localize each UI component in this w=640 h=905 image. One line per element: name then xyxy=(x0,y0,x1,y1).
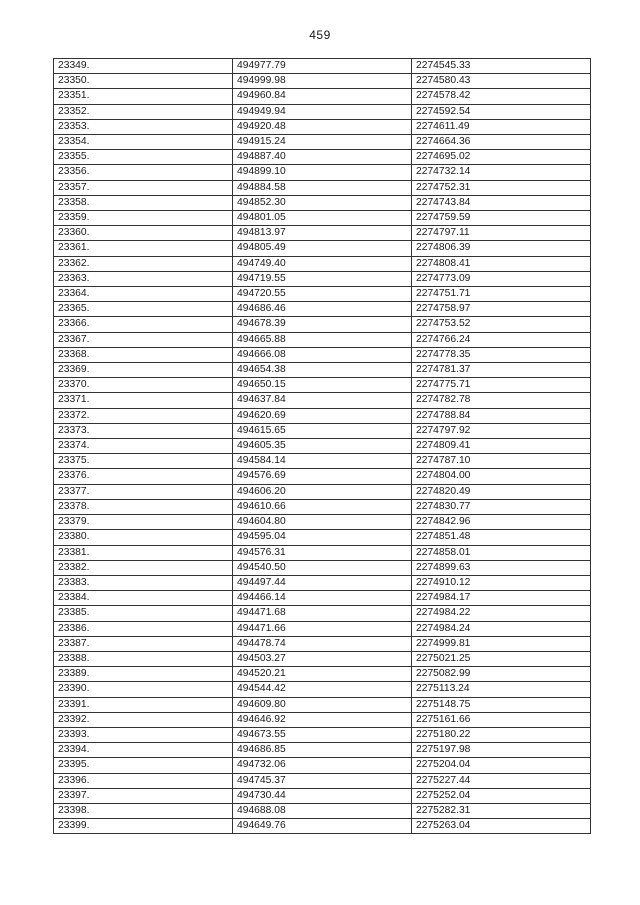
x-coordinate-cell: 494920.48 xyxy=(233,119,412,134)
y-coordinate-cell: 2274806.39 xyxy=(412,241,591,256)
y-coordinate-cell: 2275082.99 xyxy=(412,667,591,682)
y-coordinate-cell: 2274758.97 xyxy=(412,302,591,317)
x-coordinate-cell: 494732.06 xyxy=(233,758,412,773)
y-coordinate-cell: 2274743.84 xyxy=(412,195,591,210)
x-coordinate-cell: 494497.44 xyxy=(233,575,412,590)
point-id-cell: 23351. xyxy=(54,89,233,104)
y-coordinate-cell: 2274580.43 xyxy=(412,74,591,89)
table-row xyxy=(54,180,591,195)
y-coordinate-cell: 2274592.54 xyxy=(412,104,591,119)
x-coordinate-cell: 494610.66 xyxy=(233,499,412,514)
y-coordinate-cell: 2274830.77 xyxy=(412,499,591,514)
y-coordinate-cell: 2274753.52 xyxy=(412,317,591,332)
y-coordinate-cell: 2275227.44 xyxy=(412,773,591,788)
table-row xyxy=(54,530,591,545)
x-coordinate-cell: 494584.14 xyxy=(233,454,412,469)
point-id-cell: 23380. xyxy=(54,530,233,545)
point-id-cell: 23358. xyxy=(54,195,233,210)
table-row xyxy=(54,469,591,484)
table-row xyxy=(54,393,591,408)
y-coordinate-cell: 2274842.96 xyxy=(412,515,591,530)
x-coordinate-cell: 494609.80 xyxy=(233,697,412,712)
point-id-cell: 23389. xyxy=(54,667,233,682)
point-id-cell: 23365. xyxy=(54,302,233,317)
table-row xyxy=(54,667,591,682)
point-id-cell: 23350. xyxy=(54,74,233,89)
point-id-cell: 23381. xyxy=(54,545,233,560)
y-coordinate-cell: 2274851.48 xyxy=(412,530,591,545)
table-row xyxy=(54,59,591,74)
point-id-cell: 23393. xyxy=(54,727,233,742)
point-id-cell: 23368. xyxy=(54,347,233,362)
y-coordinate-cell: 2274759.59 xyxy=(412,211,591,226)
y-coordinate-cell: 2274797.92 xyxy=(412,423,591,438)
x-coordinate-cell: 494666.08 xyxy=(233,347,412,362)
y-coordinate-cell: 2274804.00 xyxy=(412,469,591,484)
y-coordinate-cell: 2274820.49 xyxy=(412,484,591,499)
x-coordinate-cell: 494605.35 xyxy=(233,439,412,454)
y-coordinate-cell: 2275263.04 xyxy=(412,819,591,834)
point-id-cell: 23355. xyxy=(54,150,233,165)
y-coordinate-cell: 2274611.49 xyxy=(412,119,591,134)
point-id-cell: 23361. xyxy=(54,241,233,256)
y-coordinate-cell: 2275180.22 xyxy=(412,727,591,742)
x-coordinate-cell: 494801.05 xyxy=(233,211,412,226)
point-id-cell: 23354. xyxy=(54,135,233,150)
point-id-cell: 23372. xyxy=(54,408,233,423)
x-coordinate-cell: 494544.42 xyxy=(233,682,412,697)
point-id-cell: 23382. xyxy=(54,560,233,575)
point-id-cell: 23352. xyxy=(54,104,233,119)
table-row xyxy=(54,712,591,727)
table-row xyxy=(54,347,591,362)
y-coordinate-cell: 2274775.71 xyxy=(412,378,591,393)
point-id-cell: 23391. xyxy=(54,697,233,712)
table-row xyxy=(54,195,591,210)
point-id-cell: 23394. xyxy=(54,743,233,758)
y-coordinate-cell: 2274809.41 xyxy=(412,439,591,454)
x-coordinate-cell: 494749.40 xyxy=(233,256,412,271)
y-coordinate-cell: 2274910.12 xyxy=(412,575,591,590)
y-coordinate-cell: 2274858.01 xyxy=(412,545,591,560)
table-row xyxy=(54,74,591,89)
table-row xyxy=(54,773,591,788)
point-id-cell: 23392. xyxy=(54,712,233,727)
point-id-cell: 23374. xyxy=(54,439,233,454)
table-row xyxy=(54,302,591,317)
y-coordinate-cell: 2275282.31 xyxy=(412,803,591,818)
point-id-cell: 23385. xyxy=(54,606,233,621)
y-coordinate-cell: 2274782.78 xyxy=(412,393,591,408)
point-id-cell: 23357. xyxy=(54,180,233,195)
point-id-cell: 23370. xyxy=(54,378,233,393)
x-coordinate-cell: 494884.58 xyxy=(233,180,412,195)
point-id-cell: 23356. xyxy=(54,165,233,180)
x-coordinate-cell: 494960.84 xyxy=(233,89,412,104)
table-row xyxy=(54,256,591,271)
table-row xyxy=(54,89,591,104)
x-coordinate-cell: 494540.50 xyxy=(233,560,412,575)
point-id-cell: 23378. xyxy=(54,499,233,514)
y-coordinate-cell: 2274808.41 xyxy=(412,256,591,271)
table-row xyxy=(54,743,591,758)
x-coordinate-cell: 494615.65 xyxy=(233,423,412,438)
table-row xyxy=(54,484,591,499)
y-coordinate-cell: 2275161.66 xyxy=(412,712,591,727)
table-row xyxy=(54,606,591,621)
x-coordinate-cell: 494899.10 xyxy=(233,165,412,180)
point-id-cell: 23379. xyxy=(54,515,233,530)
point-id-cell: 23359. xyxy=(54,211,233,226)
x-coordinate-cell: 494852.30 xyxy=(233,195,412,210)
y-coordinate-cell: 2275113.24 xyxy=(412,682,591,697)
y-coordinate-cell: 2274984.24 xyxy=(412,621,591,636)
y-coordinate-cell: 2274578.42 xyxy=(412,89,591,104)
coordinates-table-body xyxy=(54,59,591,834)
x-coordinate-cell: 494520.21 xyxy=(233,667,412,682)
point-id-cell: 23360. xyxy=(54,226,233,241)
y-coordinate-cell: 2274787.10 xyxy=(412,454,591,469)
coordinates-table xyxy=(53,58,591,834)
x-coordinate-cell: 494686.46 xyxy=(233,302,412,317)
x-coordinate-cell: 494576.31 xyxy=(233,545,412,560)
x-coordinate-cell: 494620.69 xyxy=(233,408,412,423)
point-id-cell: 23349. xyxy=(54,59,233,74)
table-row xyxy=(54,499,591,514)
point-id-cell: 23387. xyxy=(54,636,233,651)
table-row xyxy=(54,545,591,560)
table-row xyxy=(54,271,591,286)
x-coordinate-cell: 494999.98 xyxy=(233,74,412,89)
y-coordinate-cell: 2274752.31 xyxy=(412,180,591,195)
table-row xyxy=(54,439,591,454)
x-coordinate-cell: 494637.84 xyxy=(233,393,412,408)
table-row xyxy=(54,697,591,712)
x-coordinate-cell: 494478.74 xyxy=(233,636,412,651)
x-coordinate-cell: 494471.68 xyxy=(233,606,412,621)
y-coordinate-cell: 2275148.75 xyxy=(412,697,591,712)
y-coordinate-cell: 2275197.98 xyxy=(412,743,591,758)
x-coordinate-cell: 494649.76 xyxy=(233,819,412,834)
x-coordinate-cell: 494915.24 xyxy=(233,135,412,150)
x-coordinate-cell: 494654.38 xyxy=(233,363,412,378)
y-coordinate-cell: 2274732.14 xyxy=(412,165,591,180)
y-coordinate-cell: 2274695.02 xyxy=(412,150,591,165)
point-id-cell: 23386. xyxy=(54,621,233,636)
x-coordinate-cell: 494665.88 xyxy=(233,332,412,347)
y-coordinate-cell: 2274778.35 xyxy=(412,347,591,362)
table-row xyxy=(54,682,591,697)
y-coordinate-cell: 2274781.37 xyxy=(412,363,591,378)
table-row xyxy=(54,211,591,226)
table-row xyxy=(54,575,591,590)
table-row xyxy=(54,788,591,803)
x-coordinate-cell: 494686.85 xyxy=(233,743,412,758)
x-coordinate-cell: 494887.40 xyxy=(233,150,412,165)
point-id-cell: 23383. xyxy=(54,575,233,590)
table-row xyxy=(54,241,591,256)
x-coordinate-cell: 494503.27 xyxy=(233,651,412,666)
x-coordinate-cell: 494719.55 xyxy=(233,271,412,286)
x-coordinate-cell: 494673.55 xyxy=(233,727,412,742)
point-id-cell: 23384. xyxy=(54,591,233,606)
table-row xyxy=(54,515,591,530)
x-coordinate-cell: 494471.66 xyxy=(233,621,412,636)
point-id-cell: 23395. xyxy=(54,758,233,773)
table-row xyxy=(54,135,591,150)
table-row xyxy=(54,317,591,332)
x-coordinate-cell: 494646.92 xyxy=(233,712,412,727)
point-id-cell: 23373. xyxy=(54,423,233,438)
y-coordinate-cell: 2275252.04 xyxy=(412,788,591,803)
point-id-cell: 23367. xyxy=(54,332,233,347)
table-row xyxy=(54,803,591,818)
x-coordinate-cell: 494977.79 xyxy=(233,59,412,74)
point-id-cell: 23390. xyxy=(54,682,233,697)
y-coordinate-cell: 2275204.04 xyxy=(412,758,591,773)
y-coordinate-cell: 2274773.09 xyxy=(412,271,591,286)
x-coordinate-cell: 494720.55 xyxy=(233,287,412,302)
table-row xyxy=(54,758,591,773)
table-row xyxy=(54,332,591,347)
point-id-cell: 23363. xyxy=(54,271,233,286)
table-row xyxy=(54,454,591,469)
table-row xyxy=(54,423,591,438)
x-coordinate-cell: 494650.15 xyxy=(233,378,412,393)
point-id-cell: 23366. xyxy=(54,317,233,332)
x-coordinate-cell: 494576.69 xyxy=(233,469,412,484)
x-coordinate-cell: 494606.20 xyxy=(233,484,412,499)
table-row xyxy=(54,104,591,119)
table-row xyxy=(54,560,591,575)
x-coordinate-cell: 494604.80 xyxy=(233,515,412,530)
x-coordinate-cell: 494813.97 xyxy=(233,226,412,241)
table-row xyxy=(54,591,591,606)
point-id-cell: 23369. xyxy=(54,363,233,378)
point-id-cell: 23376. xyxy=(54,469,233,484)
y-coordinate-cell: 2274545.33 xyxy=(412,59,591,74)
x-coordinate-cell: 494595.04 xyxy=(233,530,412,545)
table-row xyxy=(54,150,591,165)
y-coordinate-cell: 2274999.81 xyxy=(412,636,591,651)
y-coordinate-cell: 2274788.84 xyxy=(412,408,591,423)
x-coordinate-cell: 494466.14 xyxy=(233,591,412,606)
table-row xyxy=(54,651,591,666)
point-id-cell: 23375. xyxy=(54,454,233,469)
table-row xyxy=(54,226,591,241)
point-id-cell: 23399. xyxy=(54,819,233,834)
table-row xyxy=(54,378,591,393)
y-coordinate-cell: 2274984.17 xyxy=(412,591,591,606)
table-row xyxy=(54,408,591,423)
y-coordinate-cell: 2274664.36 xyxy=(412,135,591,150)
table-row xyxy=(54,119,591,134)
point-id-cell: 23364. xyxy=(54,287,233,302)
y-coordinate-cell: 2274751.71 xyxy=(412,287,591,302)
point-id-cell: 23377. xyxy=(54,484,233,499)
table-row xyxy=(54,287,591,302)
y-coordinate-cell: 2275021.25 xyxy=(412,651,591,666)
point-id-cell: 23396. xyxy=(54,773,233,788)
table-row xyxy=(54,621,591,636)
table-row xyxy=(54,636,591,651)
x-coordinate-cell: 494678.39 xyxy=(233,317,412,332)
point-id-cell: 23371. xyxy=(54,393,233,408)
table-row xyxy=(54,727,591,742)
page-number: 459 xyxy=(309,28,331,42)
y-coordinate-cell: 2274899.63 xyxy=(412,560,591,575)
table-row xyxy=(54,165,591,180)
x-coordinate-cell: 494745.37 xyxy=(233,773,412,788)
y-coordinate-cell: 2274984.22 xyxy=(412,606,591,621)
point-id-cell: 23398. xyxy=(54,803,233,818)
x-coordinate-cell: 494805.49 xyxy=(233,241,412,256)
y-coordinate-cell: 2274797.11 xyxy=(412,226,591,241)
point-id-cell: 23397. xyxy=(54,788,233,803)
x-coordinate-cell: 494730.44 xyxy=(233,788,412,803)
x-coordinate-cell: 494688.08 xyxy=(233,803,412,818)
point-id-cell: 23353. xyxy=(54,119,233,134)
table-row xyxy=(54,819,591,834)
y-coordinate-cell: 2274766.24 xyxy=(412,332,591,347)
table-row xyxy=(54,363,591,378)
point-id-cell: 23362. xyxy=(54,256,233,271)
x-coordinate-cell: 494949.94 xyxy=(233,104,412,119)
point-id-cell: 23388. xyxy=(54,651,233,666)
